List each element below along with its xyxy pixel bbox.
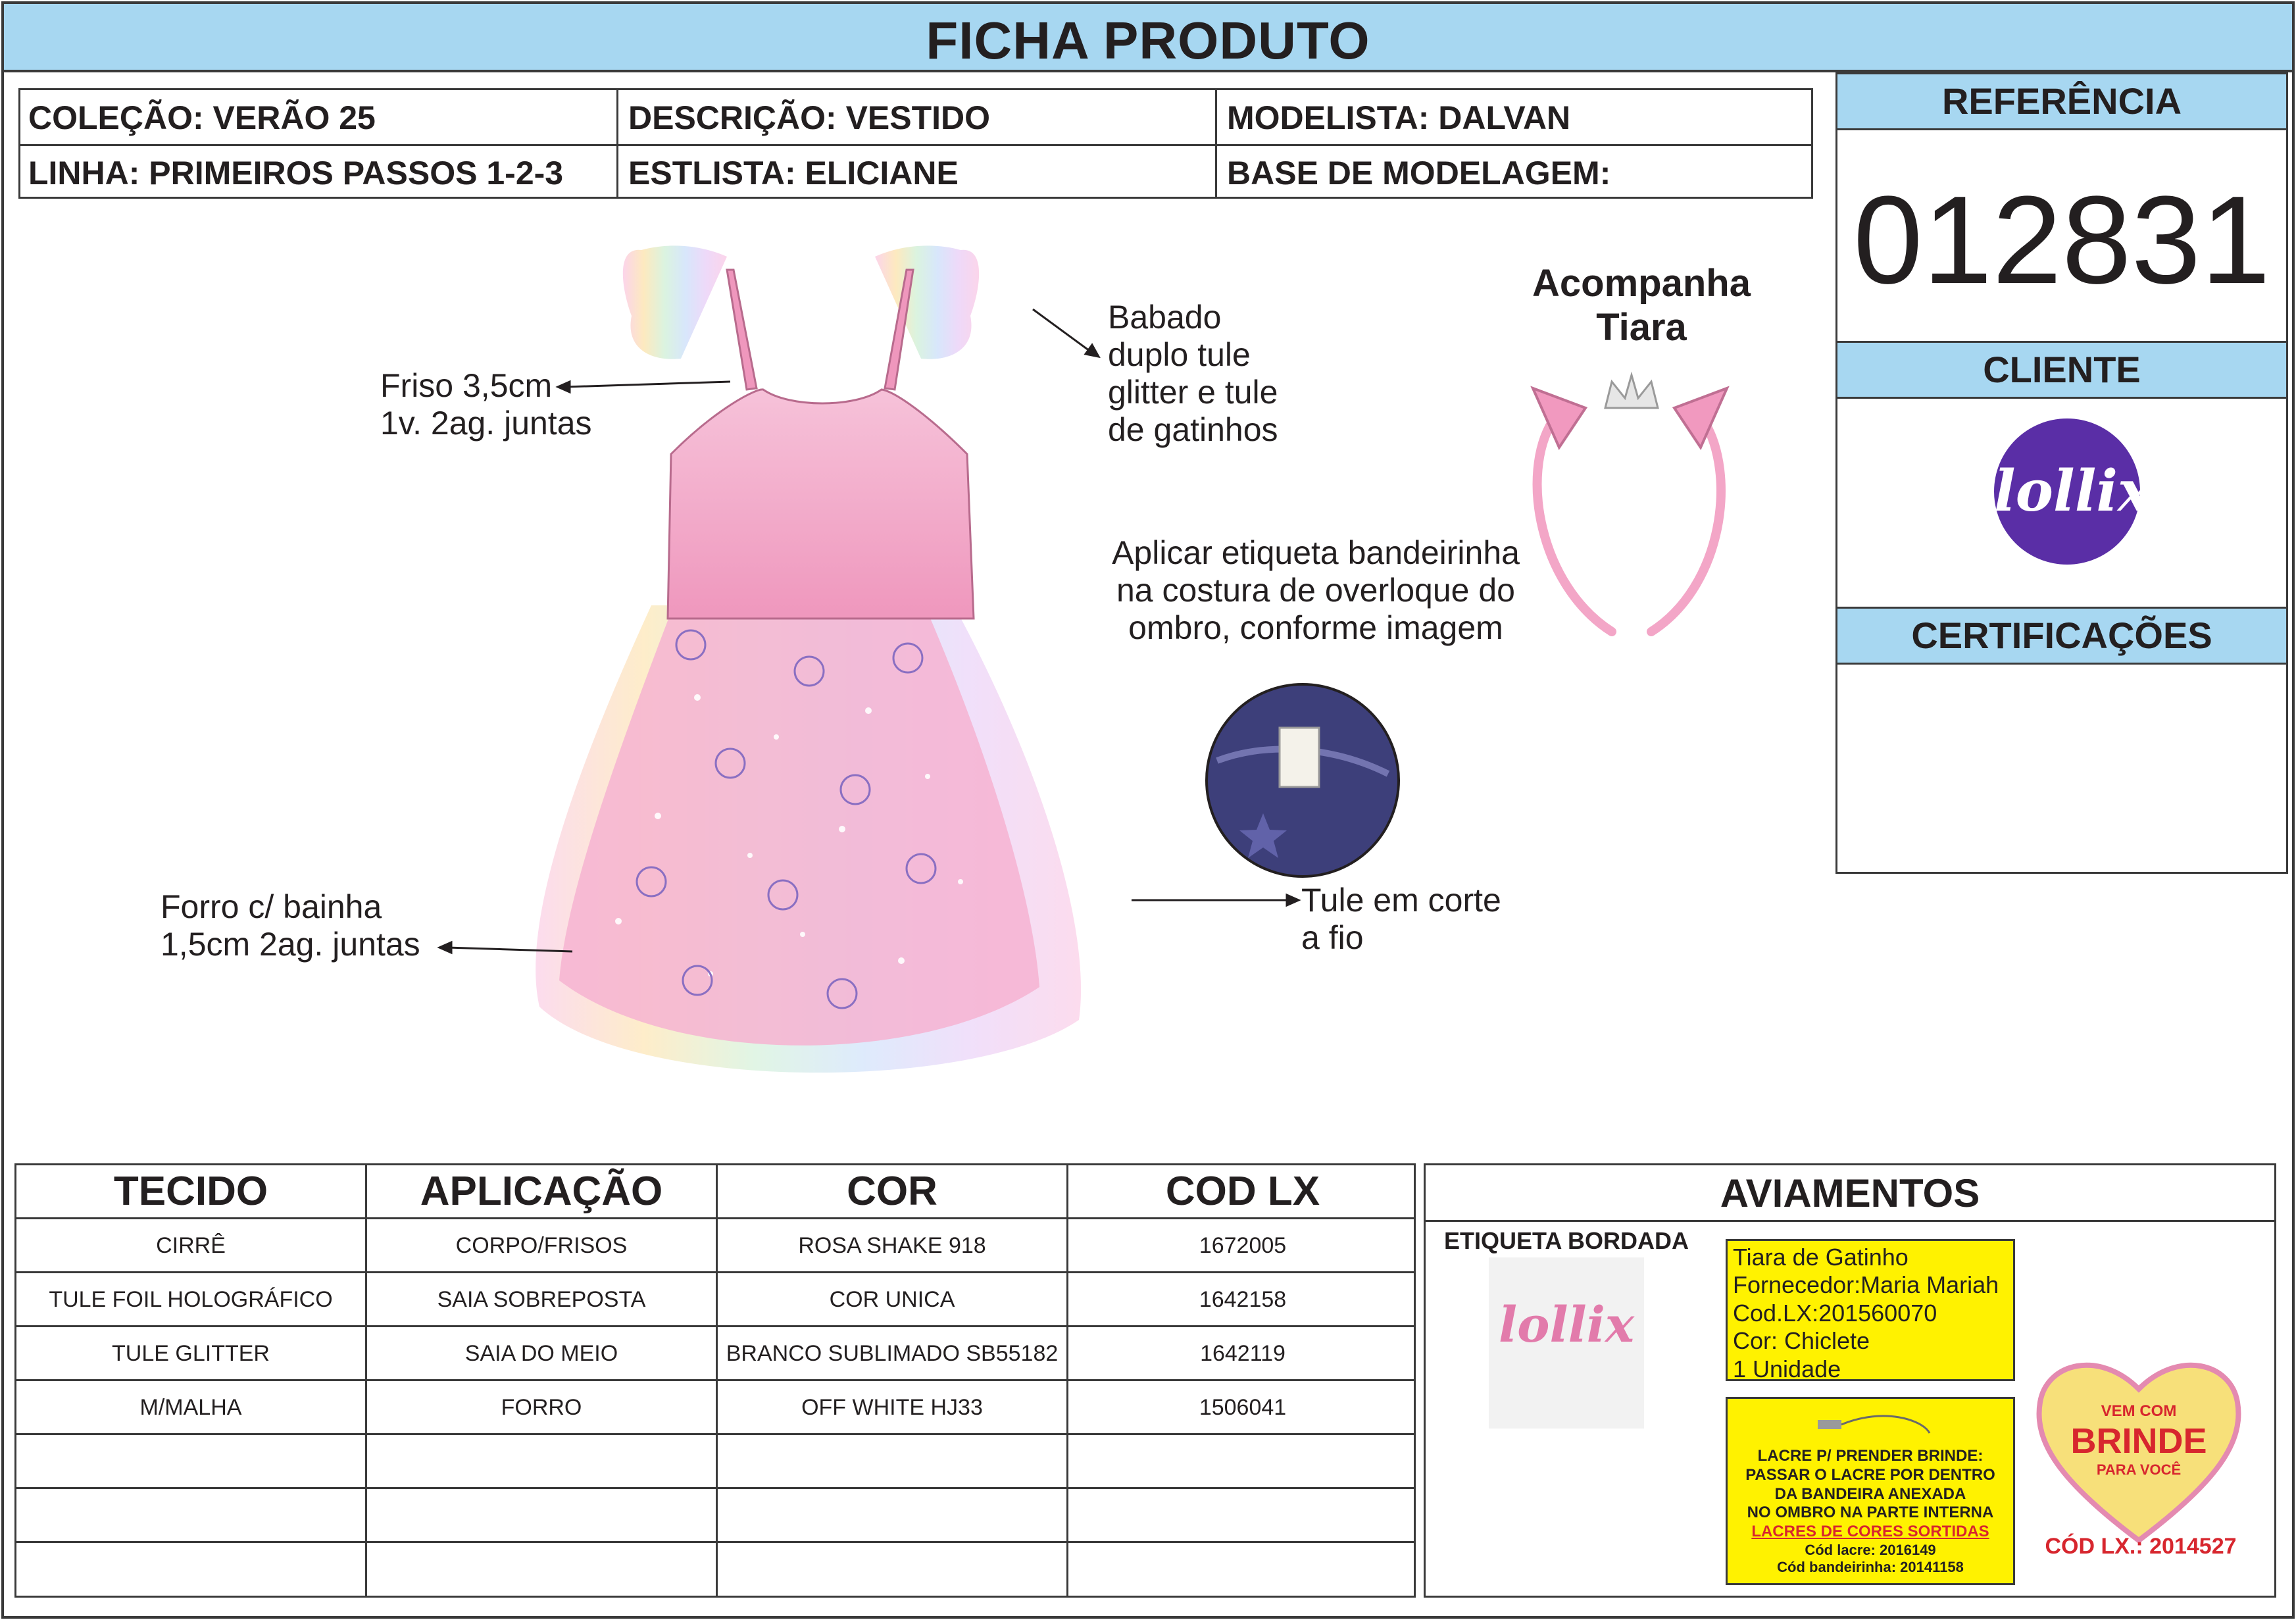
babado-line: Babado xyxy=(1108,299,1222,336)
page-title: FICHA PRODUTO xyxy=(926,11,1370,70)
friso-note xyxy=(380,367,592,442)
linha-field: LINHA: PRIMEIROS PASSOS 1-2-3 xyxy=(28,155,564,191)
table-cell: BRANCO SUBLIMADO SB55182 xyxy=(726,1341,1059,1366)
embroidered-logo: lollix xyxy=(1499,1297,1634,1354)
column-header: TECIDO xyxy=(113,1169,268,1214)
tule-line: Tule em corte xyxy=(1301,882,1501,919)
lacre-info-box xyxy=(1726,1397,2015,1585)
lacre-code: Cód lacre: 2016149 xyxy=(1805,1541,1936,1558)
heart-line: VEM COM xyxy=(2101,1402,2177,1420)
table-cell: 1506041 xyxy=(1199,1395,1287,1420)
lacre-icon xyxy=(1805,1407,1936,1444)
divider xyxy=(716,1165,718,1596)
etiqueta-line: na costura de overloque do xyxy=(1116,572,1515,609)
forro-line: Forro c/ bainha xyxy=(161,888,382,925)
table-cell: ROSA SHAKE 918 xyxy=(798,1233,986,1258)
tiara-info-line: 1 Unidade xyxy=(1733,1355,1841,1382)
tiara-info-line: Cod.LX:201560070 xyxy=(1733,1299,1937,1327)
tule-line: a fio xyxy=(1301,919,1364,956)
babado-note xyxy=(1108,299,1278,449)
table-row xyxy=(16,1489,1414,1543)
descricao-field: DESCRIÇÃO: VESTIDO xyxy=(628,99,991,136)
table-row xyxy=(16,1273,1414,1327)
client-logo: lollix xyxy=(1994,418,2140,565)
ear-right xyxy=(1674,388,1727,447)
tiara-info-line: Cor: Chiclete xyxy=(1733,1327,1870,1355)
aviamentos-section xyxy=(1424,1163,2276,1598)
babado-line: duplo tule xyxy=(1108,336,1251,373)
table-cell: 1642158 xyxy=(1199,1287,1287,1312)
table-cell: SAIA DO MEIO xyxy=(464,1341,618,1366)
certificacoes-label: CERTIFICAÇÕES xyxy=(1837,607,2286,665)
etiqueta-line: ombro, conforme imagem xyxy=(1128,609,1503,646)
table-cell: TULE FOIL HOLOGRÁFICO xyxy=(49,1287,333,1312)
base-modelagem-field: BASE DE MODELAGEM: xyxy=(1227,155,1611,191)
tiara-info-line: Fornecedor:Maria Mariah xyxy=(1733,1271,1999,1299)
heart-code: CÓD LX.: 2014527 xyxy=(2045,1534,2237,1559)
headband-left xyxy=(1537,421,1612,632)
fabric-table xyxy=(14,1163,1416,1598)
crown xyxy=(1605,375,1658,408)
table-cell: CORPO/FRISOS xyxy=(455,1233,628,1258)
table-cell: COR UNICA xyxy=(829,1287,955,1312)
heart-line: PARA VOCÊ xyxy=(2096,1461,2182,1478)
modelista-field: MODELISTA: DALVAN xyxy=(1227,99,1571,136)
table-cell: CIRRÊ xyxy=(156,1233,226,1258)
column-header: COD LX xyxy=(1165,1169,1320,1214)
referencia-value: 012831 xyxy=(1853,170,2270,310)
tiara-info-line: Tiara de Gatinho xyxy=(1733,1244,1909,1271)
lacre-code: Cód bandeirinha: 20141158 xyxy=(1777,1559,1964,1576)
babado-line: glitter e tule xyxy=(1108,374,1278,411)
embroidered-label xyxy=(1489,1257,1644,1429)
table-header-row xyxy=(16,1165,1414,1219)
etiqueta-line: Aplicar etiqueta bandeirinha xyxy=(1112,534,1520,571)
lacre-line: PASSAR O LACRE POR DENTRO xyxy=(1745,1465,1995,1484)
table-cell: TULE GLITTER xyxy=(112,1341,270,1366)
cliente-label: CLIENTE xyxy=(1837,341,2286,399)
estilista-field: ESTLISTA: ELICIANE xyxy=(628,155,959,191)
acompanha-line: Acompanha xyxy=(1532,262,1751,305)
friso-line: 1v. 2ag. juntas xyxy=(380,405,592,442)
column-header: COR xyxy=(847,1169,937,1214)
referencia-label: REFERÊNCIA xyxy=(1837,72,2286,130)
colecao-field: COLEÇÃO: VERÃO 25 xyxy=(28,99,376,136)
lacre-line: NO OMBRO NA PARTE INTERNA xyxy=(1747,1504,1994,1522)
babado-line: de gatinhos xyxy=(1108,411,1278,448)
heart-badge-text xyxy=(2034,1402,2244,1479)
friso-line: Friso 3,5cm xyxy=(380,367,553,404)
forro-note xyxy=(161,888,420,963)
forro-line: 1,5cm 2ag. juntas xyxy=(161,926,420,963)
label-detail-photo xyxy=(1204,682,1401,879)
tule-note xyxy=(1301,882,1501,957)
table-row xyxy=(16,1327,1414,1381)
acompanha-tiara-note xyxy=(1507,262,1776,349)
acompanha-line: Tiara xyxy=(1596,305,1687,349)
headband-right xyxy=(1651,421,1721,632)
table-cell: M/MALHA xyxy=(139,1395,242,1420)
etiqueta-bordada-label: ETIQUETA BORDADA xyxy=(1444,1227,1689,1254)
table-cell: SAIA SOBREPOSTA xyxy=(437,1287,646,1312)
table-cell: 1672005 xyxy=(1199,1233,1287,1258)
lacre-highlight: LACRES DE CORES SORTIDAS xyxy=(1751,1523,1989,1541)
table-row xyxy=(16,1435,1414,1489)
flag-label xyxy=(1280,728,1319,787)
aviamentos-title: AVIAMENTOS xyxy=(1426,1165,2274,1222)
lacre-line: LACRE P/ PRENDER BRINDE: xyxy=(1757,1447,1984,1465)
tiara-illustration xyxy=(1513,368,1737,645)
table-row xyxy=(16,1219,1414,1273)
column-header: APLICAÇÃO xyxy=(420,1169,663,1214)
etiqueta-note xyxy=(1112,534,1520,647)
divider xyxy=(365,1165,367,1596)
table-cell: OFF WHITE HJ33 xyxy=(801,1395,983,1420)
heart-line: BRINDE xyxy=(2070,1421,2207,1461)
table-cell: 1642119 xyxy=(1200,1341,1285,1366)
lacre-line: DA BANDEIRA ANEXADA xyxy=(1774,1484,1966,1503)
table-cell: FORRO xyxy=(501,1395,582,1420)
tiara-info-box xyxy=(1726,1239,2015,1381)
divider xyxy=(1066,1165,1068,1596)
table-row xyxy=(16,1381,1414,1435)
